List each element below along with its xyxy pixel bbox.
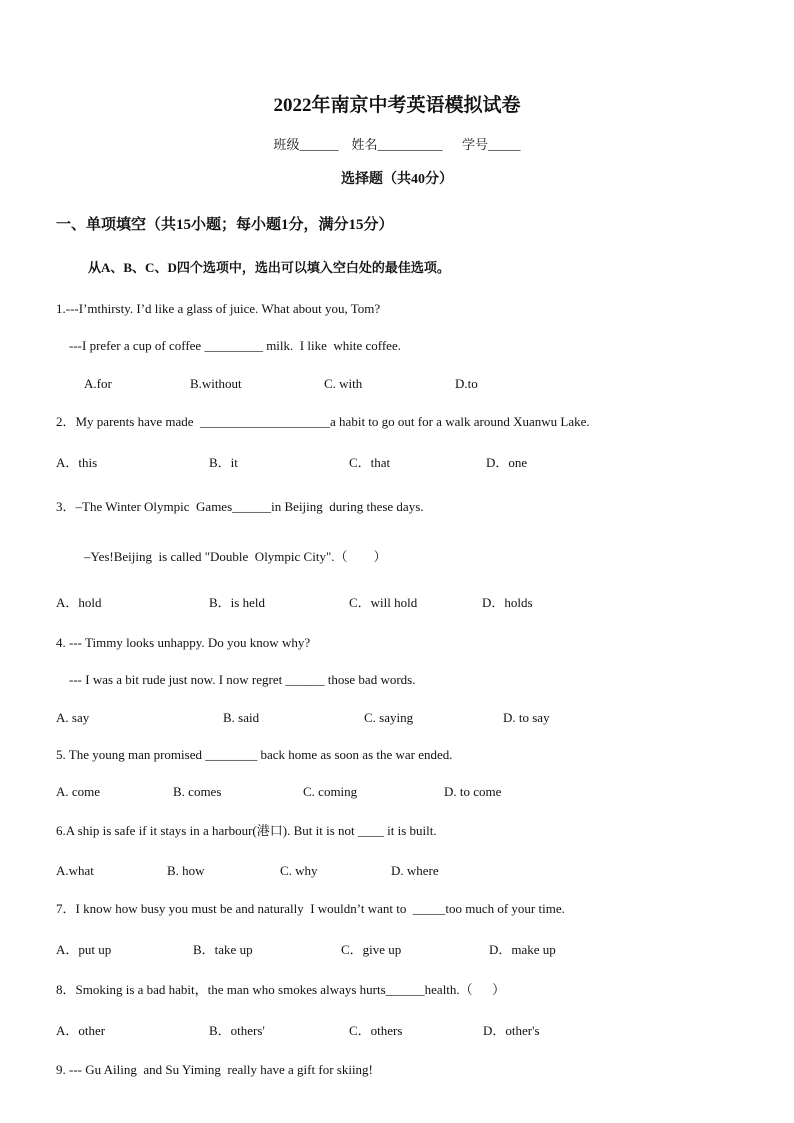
student-info-line: 班级______ 姓名__________ 学号_____ bbox=[273, 137, 521, 152]
question-8-option-c[interactable]: C．others bbox=[349, 1023, 403, 1038]
question-7-option-b[interactable]: B．take up bbox=[193, 942, 253, 957]
question-2-option-b[interactable]: B．it bbox=[209, 455, 238, 470]
question-4-option-d[interactable]: D. to say bbox=[503, 710, 550, 725]
question-7-option-d[interactable]: D．make up bbox=[489, 942, 556, 957]
question-5-option-d[interactable]: D. to come bbox=[444, 784, 502, 799]
question-3-option-d[interactable]: D．holds bbox=[482, 595, 533, 610]
question-2-option-d[interactable]: D．one bbox=[486, 455, 528, 470]
question-5-option-c[interactable]: C. coming bbox=[303, 784, 358, 799]
question-6-option-b[interactable]: B. how bbox=[167, 863, 205, 878]
question-8-option-d[interactable]: D．other's bbox=[483, 1023, 540, 1038]
question-3-stem: 3．–The Winter Olympic Games______in Beijing during these days. bbox=[56, 499, 424, 514]
question-7-option-c[interactable]: C．give up bbox=[341, 942, 402, 957]
question-6-option-a[interactable]: A.what bbox=[56, 863, 94, 878]
question-6-stem: 6.A ship is safe if it stays in a harbour(港口). But it is not ____ it is built. bbox=[56, 823, 437, 838]
question-9-stem: 9. --- Gu Ailing and Su Yiming really have a gift for skiing! bbox=[56, 1062, 373, 1077]
question-8-stem: 8．Smoking is a bad habit，the man who smokes always hurts______health.（ ） bbox=[56, 982, 506, 997]
question-4-stem: 4. --- Timmy looks unhappy. Do you know why? bbox=[56, 635, 311, 650]
question-5-option-a[interactable]: A. come bbox=[56, 784, 101, 799]
part-title: 选择题（共40分） bbox=[341, 172, 453, 187]
section-heading: 一、单项填空（共15小题；每小题1分，满分15分） bbox=[56, 217, 394, 233]
question-1-option-a[interactable]: A.for bbox=[84, 376, 112, 391]
question-2-option-a[interactable]: A．this bbox=[56, 455, 98, 470]
question-3-option-a[interactable]: A．hold bbox=[56, 595, 102, 610]
question-1-response: ---I prefer a cup of coffee _________ milk. I like white coffee. bbox=[56, 338, 401, 353]
question-1-option-b[interactable]: B.without bbox=[190, 376, 242, 391]
question-4-option-a[interactable]: A. say bbox=[56, 710, 90, 725]
section-instruction: 从A、B、C、D四个选项中，选出可以填入空白处的最佳选项。 bbox=[88, 260, 450, 275]
question-1-option-d[interactable]: D.to bbox=[455, 376, 478, 391]
question-8-option-a[interactable]: A．other bbox=[56, 1023, 106, 1038]
question-1-stem: 1.---I’mthirsty. I’d like a glass of juice. What about you, Tom? bbox=[56, 301, 381, 316]
question-7-option-a[interactable]: A．put up bbox=[56, 942, 112, 957]
question-8-option-b[interactable]: B．others' bbox=[209, 1023, 265, 1038]
question-6-option-d[interactable]: D. where bbox=[391, 863, 439, 878]
question-6-option-c[interactable]: C. why bbox=[280, 863, 318, 878]
page-title: 2022年南京中考英语模拟试卷 bbox=[273, 95, 521, 116]
question-4-option-b[interactable]: B. said bbox=[223, 710, 260, 725]
question-1-option-c[interactable]: C. with bbox=[324, 376, 363, 391]
question-5-stem: 5. The young man promised ________ back home as soon as the war ended. bbox=[56, 747, 453, 762]
question-4-option-c[interactable]: C. saying bbox=[364, 710, 414, 725]
question-4-response: --- I was a bit rude just now. I now regret ______ those bad words. bbox=[56, 672, 416, 687]
question-2-option-c[interactable]: C．that bbox=[349, 455, 391, 470]
question-2-stem: 2．My parents have made ____________________a habit to go out for a walk around Xuanwu Lake. bbox=[56, 414, 590, 429]
question-3-response: –Yes!Beijing is called "Double Olympic City".（ ） bbox=[84, 549, 387, 564]
question-3-option-c[interactable]: C．will hold bbox=[349, 595, 418, 610]
question-5-option-b[interactable]: B. comes bbox=[173, 784, 222, 799]
question-3-option-b[interactable]: B．is held bbox=[209, 595, 265, 610]
question-7-stem: 7．I know how busy you must be and naturally I wouldn’t want to _____too much of your time. bbox=[56, 901, 565, 916]
